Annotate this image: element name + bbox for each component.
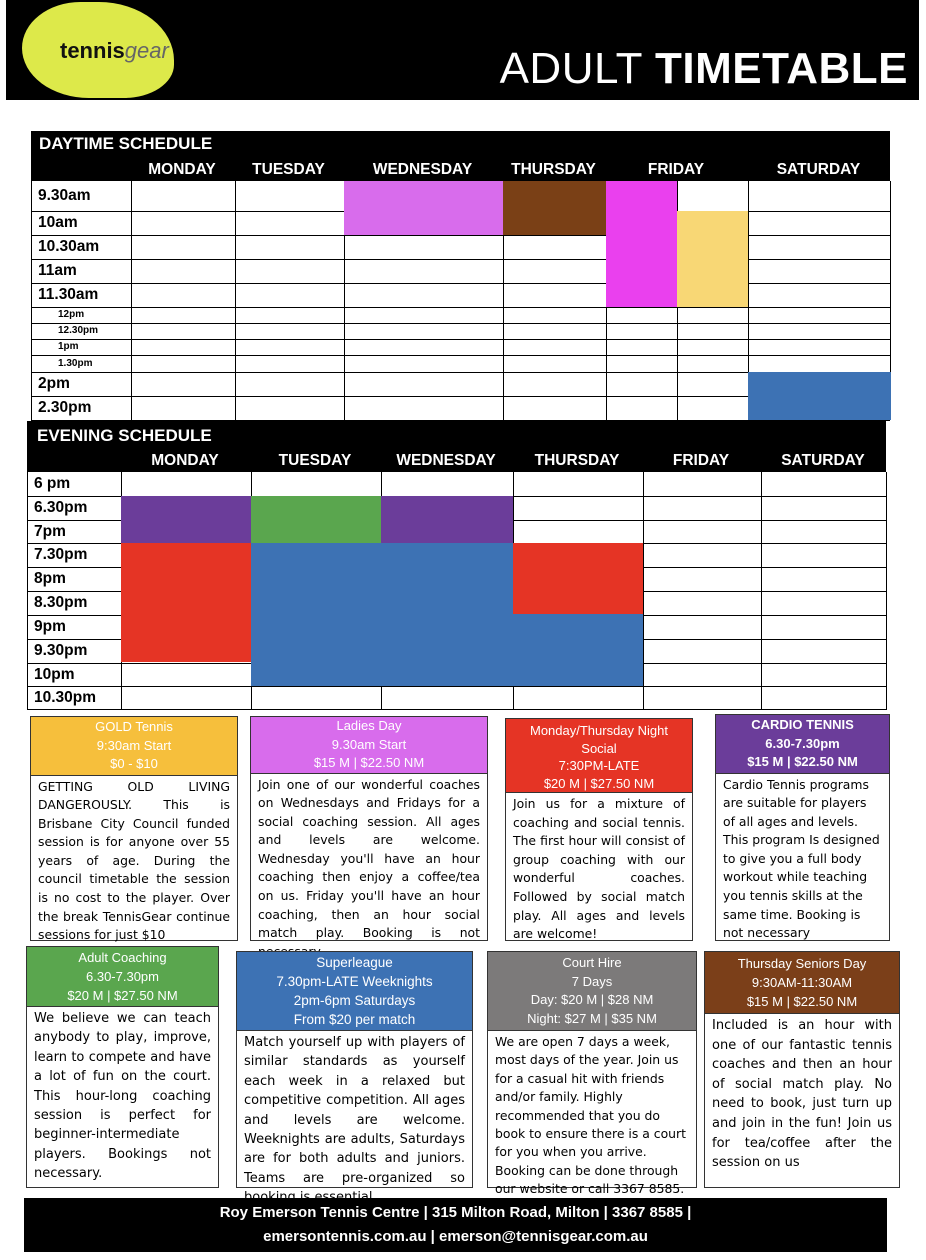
grid-row-line bbox=[32, 355, 891, 356]
daytime-grid bbox=[31, 181, 890, 421]
card-title: Court Hire bbox=[562, 955, 622, 970]
card-time: 9:30AM-11:30AM bbox=[751, 975, 853, 990]
card-header bbox=[506, 719, 692, 793]
card-price: $20 M | $27.50 NM bbox=[67, 988, 178, 1003]
footer-address: Roy Emerson Tennis Centre | 315 Milton Road, Milton | 3367 8585 | bbox=[219, 1204, 692, 1221]
social-thursday-block bbox=[513, 543, 643, 614]
card-saturday-time: 2pm-6pm Saturdays bbox=[293, 993, 416, 1008]
card-price: $0 - $10 bbox=[110, 756, 158, 771]
time-slot-label: 8.30pm bbox=[34, 594, 88, 611]
cardio-monday-block bbox=[121, 496, 251, 543]
card-price: $20 M | $27.50 NM bbox=[543, 775, 655, 791]
day-label: MONDAY bbox=[151, 452, 219, 469]
card-header bbox=[488, 952, 696, 1031]
time-slot-label: 1.30pm bbox=[58, 358, 93, 369]
card-title: Thursday Seniors Day bbox=[737, 956, 867, 971]
card-body: GETTING OLD LIVING DANGEROUSLY. This is Brisbane City Council funded session is for anyone over 55 years of age. During the council timetable the session is no cost to the player. Over the break TennisGear continue sessions for just $10 bbox=[38, 778, 230, 943]
daytime-title: DAYTIME SCHEDULE bbox=[39, 134, 213, 153]
time-slot-label: 11.30am bbox=[38, 286, 99, 303]
card-header bbox=[27, 947, 218, 1007]
time-slot-label: 11am bbox=[38, 262, 77, 279]
program-card-court-hire bbox=[487, 951, 697, 1197]
superleague-saturday-block bbox=[748, 372, 891, 420]
program-card-seniors bbox=[704, 951, 900, 1188]
card-header bbox=[705, 952, 899, 1014]
day-label: SATURDAY bbox=[781, 452, 865, 469]
program-card-cardio bbox=[715, 714, 890, 941]
card-title: Adult Coaching bbox=[78, 950, 167, 965]
day-label: MONDAY bbox=[148, 161, 216, 178]
grid-row-line bbox=[32, 283, 891, 284]
grid-column-line bbox=[643, 472, 644, 710]
card-price: $15 M | $22.50 NM bbox=[746, 994, 858, 1009]
ladies-friday-block bbox=[606, 181, 677, 307]
card-title: CARDIO TENNIS bbox=[751, 717, 854, 732]
program-card-superleague bbox=[236, 951, 473, 1188]
grid-row-line bbox=[28, 686, 887, 687]
card-title: Superleague bbox=[316, 955, 393, 970]
card-time: 6.30-7.30pm bbox=[765, 735, 840, 751]
grid-row-line bbox=[32, 339, 891, 340]
card-body: Match yourself up with players of similar standards as yourself each week in a relaxed but competitive competition. All ages and levels are welcome. Weeknights are adults, Saturdays are for both adults and juniors. Teams are pre-organized so bbox=[244, 1035, 465, 1186]
social-monday-block bbox=[121, 543, 251, 662]
footer-contact: emersontennis.com.au | emerson@tennisgear.com.au bbox=[263, 1228, 648, 1245]
grid-column-line bbox=[886, 472, 887, 710]
time-slot-label: 2.30pm bbox=[38, 399, 92, 416]
card-price: $15 M | $22.50 NM bbox=[313, 755, 425, 770]
time-slot-label: 2pm bbox=[38, 375, 70, 392]
card-price: $15 M | $22.50 NM bbox=[747, 754, 858, 769]
day-label: FRIDAY bbox=[647, 161, 705, 178]
title-regular: ADULT bbox=[499, 44, 643, 93]
time-slot-label: 6 pm bbox=[34, 475, 71, 492]
card-body: Included is an hour with one of our fantastic tennis coaches and then an hour of social match play. No need to book, just turn up and join in the fun! Join us for tea/coffee after the session on us bbox=[712, 1018, 892, 1171]
card-time: 7.30pm-LATE Weeknights bbox=[276, 974, 433, 989]
adult-coaching-block bbox=[251, 496, 381, 543]
gold-tennis-block bbox=[677, 211, 748, 307]
time-slot-label: 1pm bbox=[58, 341, 79, 352]
card-title: Monday/Thursday Night bbox=[529, 723, 668, 738]
card-header bbox=[251, 717, 487, 774]
card-night-price: Night: $27 M | $35 NM bbox=[527, 1010, 657, 1026]
time-slot-label: 10.30am bbox=[38, 238, 100, 255]
card-body: We believe we can teach anybody to play, improve, learn to compete and have a lot of fun on the court. This hour-long coaching session is perfect for beginner-intermediate players. Bookings not necessary. bbox=[34, 1011, 211, 1182]
program-card-gold bbox=[30, 716, 238, 941]
card-subtitle: Social bbox=[581, 740, 617, 756]
time-slot-label: 12.30pm bbox=[58, 325, 99, 336]
page-title bbox=[500, 44, 908, 94]
grid-column-line bbox=[761, 472, 762, 710]
card-time: 9.30am Start bbox=[331, 736, 407, 752]
grid-row-line bbox=[32, 307, 891, 308]
card-body: We are open 7 days a week, most days of the year. Join us for a casual hit with friends and/or family. Highly recommended that you do book to ensure there is a court for you when you arrive. Booking can be done through our website or call 3367 8585. bbox=[495, 1034, 686, 1197]
card-body: Join us for a mixture of coaching and social tennis. The first hour will consist of group coaching with our wonderful coaches. Followed by social match play. All ages and levels are welcome! bbox=[513, 796, 685, 942]
evening-grid bbox=[27, 472, 886, 710]
card-body: Join one of our wonderful coaches on Wednesdays and Fridays for a social coaching session. All ages and levels are welcome. Wednesday you'll have an hour coaching then enjoy a coffee/tea on us. Friday you'll have an hour coaching, then an hour social match play. Booking is not bbox=[258, 776, 480, 941]
superleague-block bbox=[251, 543, 513, 686]
card-day-price: Day: $20 M | $28 NM bbox=[530, 992, 654, 1007]
brand-name: tennis bbox=[60, 38, 125, 63]
daytime-header bbox=[31, 131, 890, 181]
day-label: TUESDAY bbox=[252, 161, 325, 178]
time-slot-label: 10am bbox=[38, 214, 78, 231]
time-slot-label: 7pm bbox=[34, 523, 66, 540]
day-label: THURSDAY bbox=[534, 452, 620, 469]
time-slot-label: 9.30pm bbox=[34, 642, 88, 659]
card-days: 7 Days bbox=[571, 973, 613, 989]
program-card-ladies bbox=[250, 716, 488, 941]
card-title: GOLD Tennis bbox=[95, 719, 173, 734]
time-slot-label: 9pm bbox=[34, 618, 66, 635]
grid-row-line bbox=[32, 259, 891, 260]
grid-row-line bbox=[32, 235, 891, 236]
ladies-day-block bbox=[344, 181, 503, 235]
card-body: Cardio Tennis programs are suitable for players of all ages and levels. This program Is designed to give you a full body workout while teaching you tennis skills at the same time. Booking is not necessary bbox=[723, 776, 880, 941]
cardio-wednesday-block bbox=[381, 496, 513, 543]
day-label: THURSDAY bbox=[511, 161, 596, 178]
card-header bbox=[716, 715, 889, 774]
time-slot-label: 6.30pm bbox=[34, 499, 88, 516]
card-title: Ladies Day bbox=[336, 718, 402, 733]
evening-title: EVENING SCHEDULE bbox=[37, 426, 212, 445]
card-header bbox=[237, 952, 472, 1031]
program-card-adult-coaching bbox=[26, 946, 219, 1188]
grid-row-line bbox=[32, 323, 891, 324]
evening-header bbox=[27, 421, 886, 472]
grid-column-line bbox=[235, 181, 236, 420]
card-price: From $20 per match bbox=[293, 1012, 416, 1027]
time-slot-label: 10.30pm bbox=[34, 689, 97, 706]
seniors-day-block bbox=[503, 181, 606, 235]
day-label: WEDNESDAY bbox=[396, 452, 496, 469]
grid-column-line bbox=[131, 181, 132, 420]
card-time: 9:30am Start bbox=[96, 737, 172, 753]
time-slot-label: 7.30pm bbox=[34, 546, 88, 563]
time-slot-label: 10pm bbox=[34, 666, 75, 683]
card-header bbox=[31, 717, 237, 776]
day-label: SATURDAY bbox=[776, 161, 861, 178]
day-label: WEDNESDAY bbox=[372, 161, 473, 178]
day-label: FRIDAY bbox=[672, 452, 730, 469]
day-label: TUESDAY bbox=[278, 452, 352, 469]
time-slot-label: 8pm bbox=[34, 570, 66, 587]
program-card-social bbox=[505, 718, 693, 941]
time-slot-label: 9.30am bbox=[38, 187, 91, 204]
title-bold: TIMETABLE bbox=[655, 44, 908, 93]
brand-suffix: gear bbox=[124, 38, 169, 63]
card-time: 7:30PM-LATE bbox=[558, 758, 640, 773]
time-slot-label: 12pm bbox=[58, 309, 85, 320]
superleague-thursday-block bbox=[513, 614, 643, 686]
footer bbox=[24, 1198, 887, 1252]
card-time: 6.30-7.30pm bbox=[86, 969, 159, 984]
brand-logo bbox=[60, 38, 169, 64]
